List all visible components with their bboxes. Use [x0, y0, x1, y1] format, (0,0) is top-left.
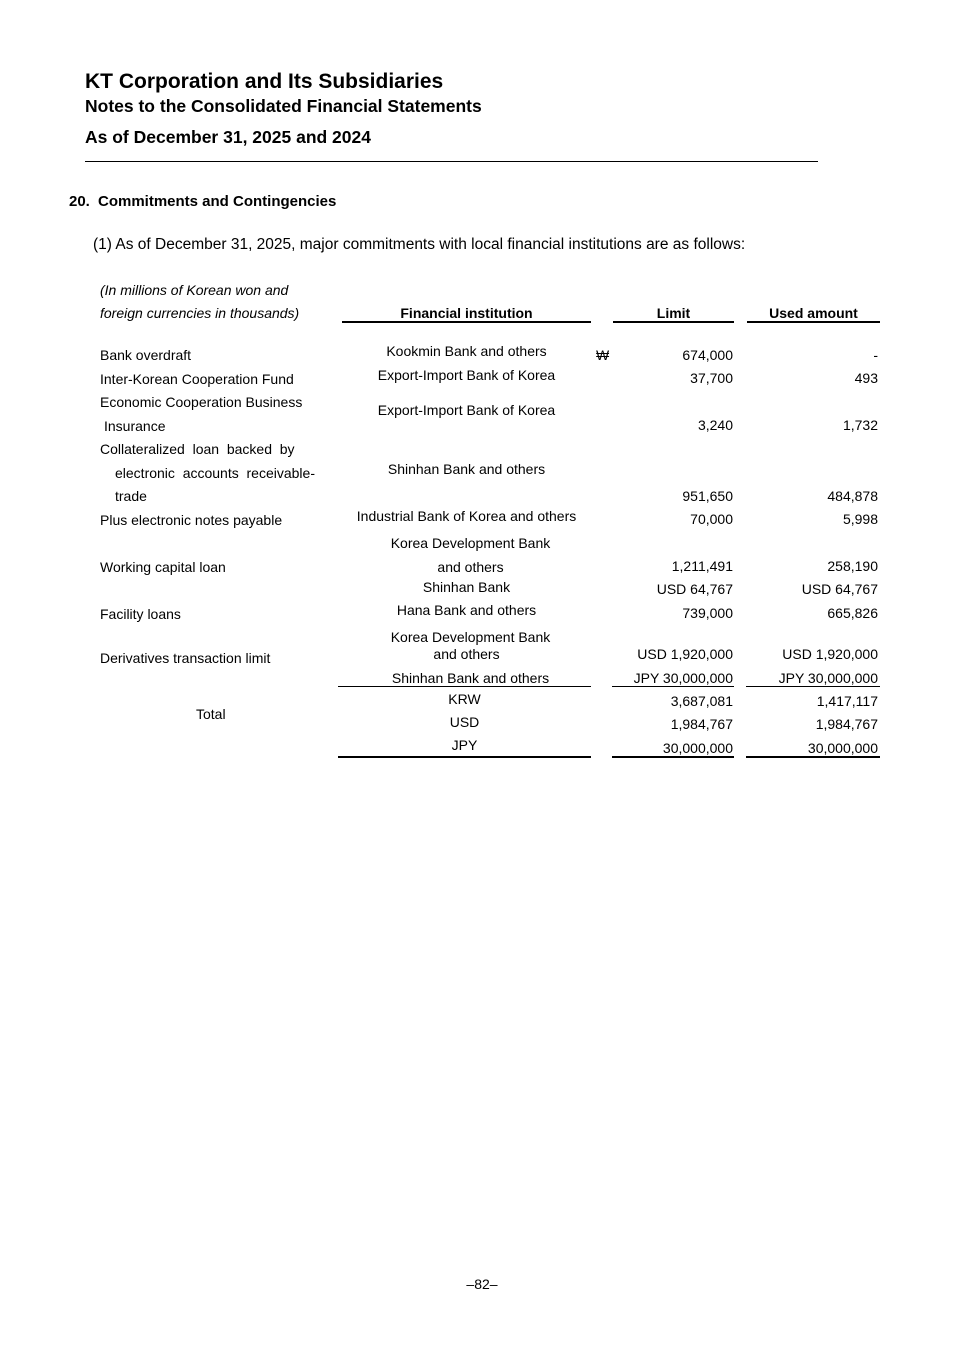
- row-derivatives-limit-a: USD 1,920,000: [637, 646, 733, 662]
- total-rule-institution: [338, 686, 591, 687]
- table-caption-line1: (In millions of Korean won and: [100, 282, 289, 298]
- row-working-capital-item: Working capital loan: [100, 559, 226, 575]
- won-symbol: ₩: [596, 347, 610, 363]
- section-number: 20.: [69, 193, 90, 210]
- total-krw-limit: 3,687,081: [670, 693, 733, 709]
- row-collateralized-item-line2: electronic accounts receivable-: [115, 465, 315, 481]
- col-header-limit: Limit: [656, 305, 691, 321]
- row-derivatives-used-a: USD 1,920,000: [782, 646, 878, 662]
- row-working-capital-used-b: USD 64,767: [801, 581, 878, 597]
- col-header-institution: Financial institution: [400, 305, 533, 321]
- total-rule-used: [746, 686, 880, 687]
- total-jpy-used: 30,000,000: [807, 740, 878, 756]
- row-working-capital-institution-b: Shinhan Bank: [422, 579, 511, 595]
- total-rule-limit: [612, 686, 734, 687]
- row-derivatives-limit-b: JPY 30,000,000: [633, 670, 733, 686]
- bottom-rule-limit: [612, 756, 734, 758]
- row-plus-notes-institution: Industrial Bank of Korea and others: [356, 508, 577, 524]
- table-caption-line2: foreign currencies in thousands): [100, 305, 300, 321]
- row-inter-korean-used: 493: [854, 370, 878, 386]
- section-paragraph: (1) As of December 31, 2025, major commitments with local financial institutions are as follows:: [93, 236, 746, 253]
- page-subtitle: Notes to the Consolidated Financial Statements: [85, 96, 482, 116]
- bottom-rule-used: [746, 756, 880, 758]
- report-period: As of December 31, 2025 and 2024: [85, 127, 371, 147]
- col-header-used: Used amount: [769, 305, 858, 321]
- row-derivatives-used-b: JPY 30,000,000: [778, 670, 878, 686]
- row-inter-korean-institution: Export-Import Bank of Korea: [377, 367, 556, 383]
- row-econ-coop-used: 1,732: [842, 417, 878, 433]
- row-facility-institution: Hana Bank and others: [396, 602, 537, 618]
- header-rule-limit: [613, 321, 734, 323]
- header-rule-used: [747, 321, 880, 323]
- row-collateralized-limit: 951,650: [682, 488, 733, 504]
- row-plus-notes-used: 5,998: [842, 511, 878, 527]
- section-title: Commitments and Contingencies: [98, 193, 337, 210]
- page-number: –82–: [466, 1276, 498, 1292]
- row-bank-overdraft-item: Bank overdraft: [100, 347, 192, 363]
- total-usd-used: 1,984,767: [815, 716, 878, 732]
- row-econ-coop-item-line1: Economic Cooperation Business: [100, 394, 303, 410]
- row-facility-limit: 739,000: [682, 605, 733, 621]
- row-plus-notes-item: Plus electronic notes payable: [100, 512, 283, 528]
- row-econ-coop-limit: 3,240: [697, 417, 733, 433]
- row-working-capital-used-a: 258,190: [827, 558, 878, 574]
- row-econ-coop-institution: Export-Import Bank of Korea: [377, 402, 556, 418]
- row-working-capital-institution-a-line1: Korea Development Bank: [390, 535, 551, 551]
- row-working-capital-limit-a: 1,211,491: [671, 558, 733, 574]
- total-label: Total: [196, 706, 226, 722]
- row-collateralized-used: 484,878: [827, 488, 878, 504]
- row-bank-overdraft-institution: Kookmin Bank and others: [386, 343, 547, 359]
- header-divider: [85, 161, 818, 162]
- row-working-capital-limit-b: USD 64,767: [656, 581, 733, 597]
- row-inter-korean-item: Inter-Korean Cooperation Fund: [100, 371, 294, 387]
- row-inter-korean-limit: 37,700: [690, 370, 733, 386]
- company-title: KT Corporation and Its Subsidiaries: [85, 70, 444, 93]
- row-derivatives-institution-b: Shinhan Bank and others: [391, 670, 550, 686]
- row-collateralized-institution: Shinhan Bank and others: [387, 461, 546, 477]
- total-jpy-currency: JPY: [451, 737, 478, 753]
- row-collateralized-item-line3: trade: [115, 488, 147, 504]
- row-bank-overdraft-used: -: [873, 347, 878, 363]
- total-usd-limit: 1,984,767: [670, 716, 733, 732]
- row-derivatives-institution-a-line1: Korea Development Bank: [390, 629, 551, 645]
- total-usd-currency: USD: [449, 714, 480, 730]
- row-derivatives-item: Derivatives transaction limit: [100, 650, 271, 666]
- header-rule-institution: [342, 321, 591, 323]
- row-econ-coop-item-line2: Insurance: [104, 418, 166, 434]
- row-facility-item: Facility loans: [100, 606, 181, 622]
- row-plus-notes-limit: 70,000: [690, 511, 733, 527]
- total-jpy-limit: 30,000,000: [662, 740, 733, 756]
- row-collateralized-item-line1: Collateralized loan backed by: [100, 441, 295, 457]
- total-krw-currency: KRW: [448, 691, 481, 707]
- row-facility-used: 665,826: [827, 605, 878, 621]
- total-krw-used: 1,417,117: [816, 693, 878, 709]
- bottom-rule-institution: [338, 756, 591, 758]
- row-working-capital-institution-a-line2: and others: [437, 559, 504, 575]
- row-derivatives-institution-a-line2: and others: [433, 646, 500, 662]
- row-bank-overdraft-limit: 674,000: [682, 347, 733, 363]
